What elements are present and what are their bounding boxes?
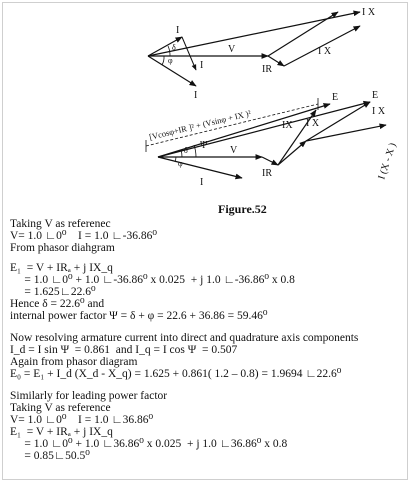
bottom-label-iqxdxq: I (X - X ) bbox=[376, 141, 399, 181]
text-line-16: E₁ = V + IRₐ + j IX_q bbox=[10, 426, 113, 438]
bottom-label-psi: Ψ bbox=[200, 140, 208, 151]
bottom-label-e0: E bbox=[372, 90, 379, 101]
text-line-9: Now resolving armature current into direct and quadrature axis components bbox=[10, 332, 359, 344]
text-line-1: Taking V as referenec bbox=[10, 218, 111, 230]
bottom-label-delta: δ bbox=[184, 146, 188, 155]
text-line-15: V= 1.0 ∟0⁰ I = 1.0 ∟36.86⁰ bbox=[10, 414, 154, 426]
text-line-4: E₁ = V + IRₐ + j IX_q bbox=[10, 262, 113, 274]
bottom-i-phasor bbox=[158, 157, 242, 178]
text-line-5: = 1.0 ∟0⁰ + 1.0 ∟-36.86⁰ x 0.025 + j 1.0 ∟-36.86⁰ x 0.8 bbox=[10, 274, 295, 286]
bottom-label-projection: [Vcosφ+IR ]² + (Vsinφ + IX )² bbox=[148, 107, 252, 142]
text-line-18: = 0.85∟50.5⁰ bbox=[10, 450, 90, 462]
bottom-label-ixq: IX bbox=[282, 120, 293, 131]
top-label-id: I bbox=[200, 60, 204, 71]
bottom-label-iqxq: I X bbox=[306, 118, 320, 129]
top-iq-phasor bbox=[148, 37, 182, 56]
top-label-phi: φ bbox=[168, 56, 173, 65]
bottom-label-ira: IR bbox=[262, 168, 272, 179]
top-phi-arc bbox=[162, 56, 164, 65]
top-label-v: V bbox=[228, 44, 236, 55]
text-line-7: Hence δ = 22.6⁰ and bbox=[10, 298, 105, 310]
text-line-6: = 1.625∟22.6⁰ bbox=[10, 286, 96, 298]
bottom-ira-phasor bbox=[262, 157, 278, 165]
top-label-delta: δ bbox=[172, 43, 176, 52]
text-line-13: Similarly for leading power factor bbox=[10, 390, 168, 402]
top-id-phasor bbox=[182, 37, 196, 70]
bottom-label-i: I bbox=[200, 177, 204, 188]
text-line-10: I_d = I sin Ψ = 0.861 and I_q = I cos Ψ = 0.507 bbox=[10, 344, 238, 356]
text-line-12: E₀ = E₁ + I_d (X_d - X_q) = 1.625 + 0.861( 1.2 – 0.8) = 1.9694 ∟22.6⁰ bbox=[10, 368, 342, 380]
top-label-idxd: I X bbox=[318, 46, 332, 57]
text-line-14: Taking V as reference bbox=[10, 402, 111, 414]
text-line-17: = 1.0 ∟0⁰ + 1.0 ∟36.86⁰ x 0.025 + j 1.0 ∟36.86⁰ x 0.8 bbox=[10, 438, 288, 450]
top-label-iqxq: I X bbox=[362, 7, 376, 18]
top-label-ira: IR bbox=[262, 64, 272, 75]
bottom-label-idxd: I X bbox=[372, 106, 386, 117]
bottom-label-e1: E bbox=[332, 92, 339, 103]
top-label-iq: I bbox=[176, 25, 180, 36]
text-line-3: From phasor diahgram bbox=[10, 242, 115, 254]
text-line-8: internal power factor Ψ = δ + φ = 22.6 + 36.86 = 59.46⁰ bbox=[10, 310, 268, 322]
top-label-i: I bbox=[194, 90, 198, 101]
figure-caption: Figure.52 bbox=[218, 202, 267, 216]
top-delta-arc bbox=[168, 46, 170, 56]
bottom-label-v: V bbox=[230, 145, 238, 156]
bottom-label-phi: φ bbox=[178, 159, 183, 168]
text-line-2: V= 1.0 ∟0⁰ I = 1.0 ∟-36.86⁰ bbox=[10, 230, 157, 242]
phasor-diagrams bbox=[0, 0, 412, 205]
text-line-11: Again from phasor diagram bbox=[10, 356, 138, 368]
